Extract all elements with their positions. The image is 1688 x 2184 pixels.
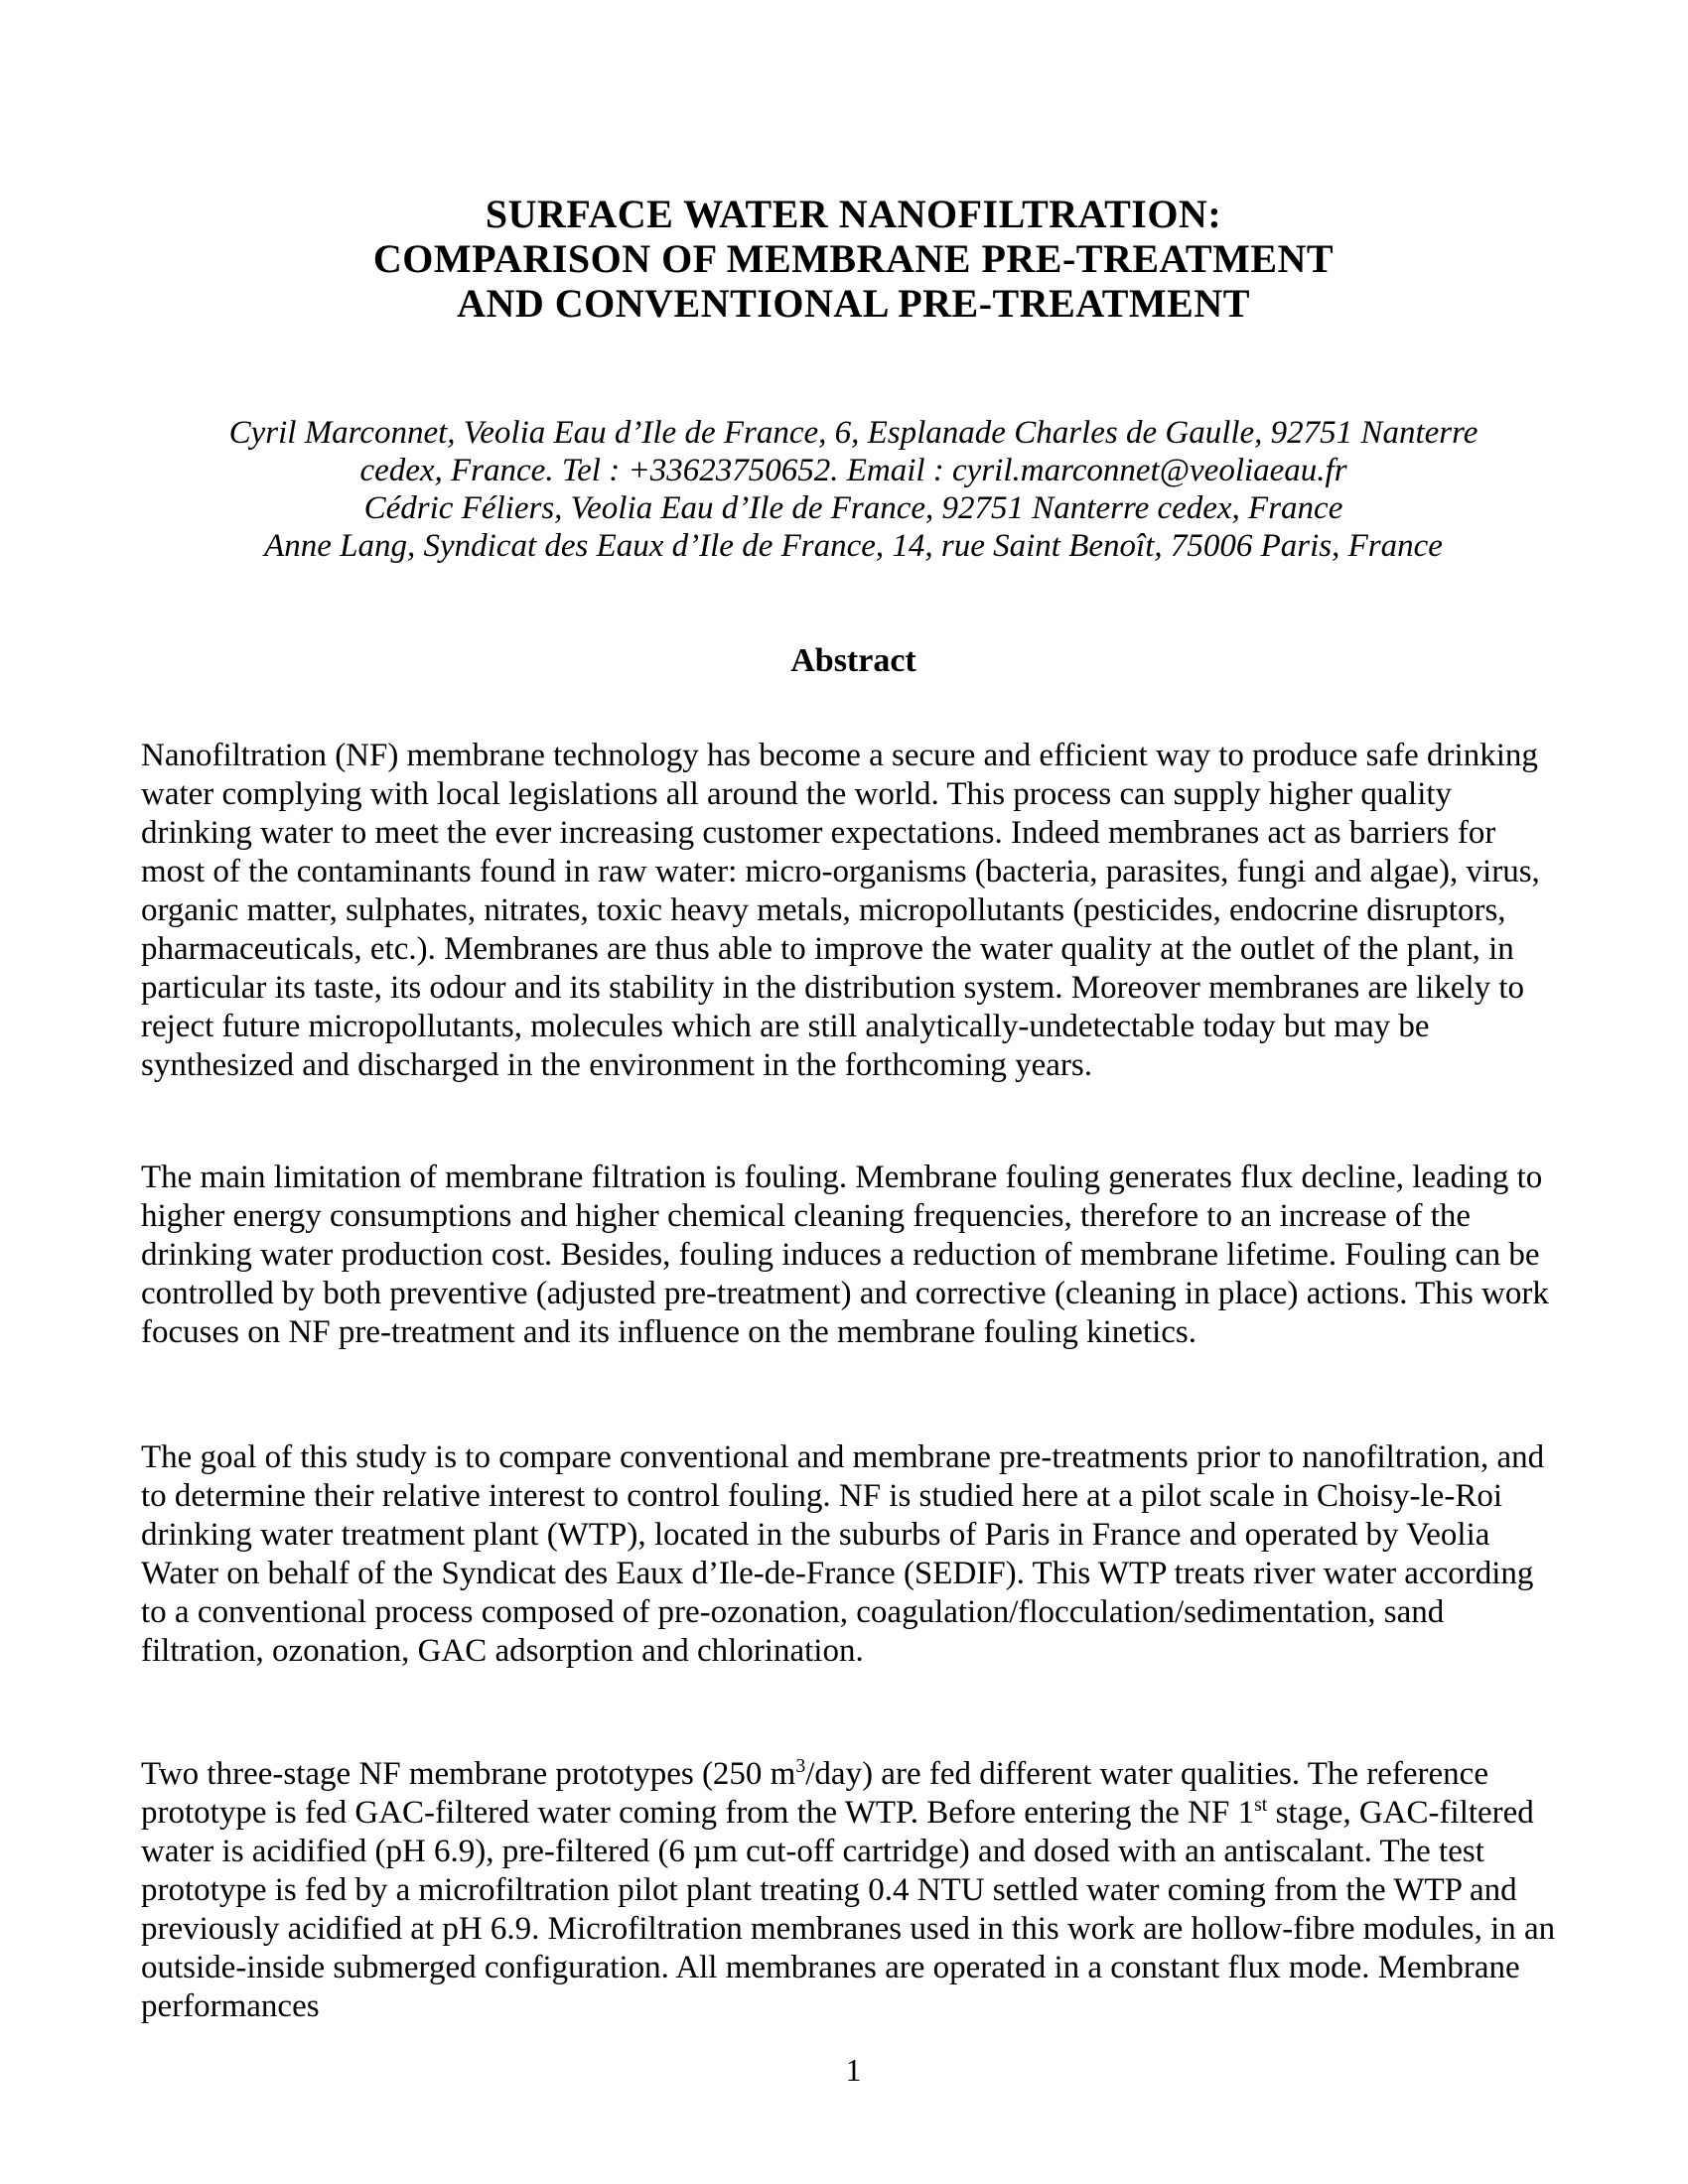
page-number: 1 [845,2052,862,2088]
title-line-3: AND CONVENTIONAL PRE-TREATMENT [457,281,1250,326]
abstract-heading: Abstract [790,642,916,679]
author-line-2: cedex, France. Tel : +33623750652. Email : cyril.marconnet@veoliaeau.fr [359,453,1347,488]
author-line-3: Cédric Féliers, Veolia Eau d’Ile de France, 92751 Nanterre cedex, France [363,490,1343,526]
title-line-2: COMPARISON OF MEMBRANE PRE-TREATMENT [372,236,1335,281]
abstract-paragraph-1: Nanofiltration (NF) membrane technology has become a secure and efficient way to produce safe drinking water complying with local legislations all around the world. This process can supply higher quality drinking water to meet the ever increasing customer expectations. Indeed membranes act as barriers for most of the contaminants found in raw water: micro-organisms (bacteria, parasites, fungi and algae), virus, organic matter, sulphates, nitrates, toxic heavy metals, micropollutants (pesticides, endocrine disruptors, pharmaceuticals, etc.). Membranes are thus able to improve the water quality at the outlet of the plant, in particular its taste, its odour and its stability in the distribution system. Moreover membranes are likely to reject future micropollutants, molecules which are still analytically-undetectable today but may be synthesized and discharged in the environment in the forthcoming years. [141,738,1540,1083]
author-line-4: Anne Lang, Syndicat des Eaux d’Ile de France, 14, rue Saint Benoît, 75006 Paris, France [264,528,1443,564]
authors-block [141,414,1566,565]
abstract-paragraph-3: The goal of this study is to compare conventional and membrane pre-treatments prior to nanofiltration, and to determine their relative interest to control fouling. NF is studied here at a pilot scale in Choisy-le-Roi drinking water treatment plant (WTP), located in the suburbs of Paris in France and operated by Veolia Water on behalf of the Syndicat des Eaux d’Ile-de-France (SEDIF). This WTP treats river water according to a conventional process composed of pre-ozonation, coagulation/flocculation/sedimentation, sand filtration, ozonation, GAC adsorption and chlorination. [141,1439,1545,1669]
abstract-paragraph-4: Two three-stage NF membrane prototypes (250 $m^3/day$) are fed different water qualities. The reference prototype is fed GAC-filtered water coming from the WTP. Before entering the NF 1st stage, GAC-filtered water is acidified (pH 6.9), pre-filtered (6 µm cut-off cartridge) and dosed with an antiscalant. The test prototype is fed by a microfiltration pilot plant treating 0.4 NTU settled water coming from the WTP and previously acidified at pH 6.9. Microfiltration membranes used in this work are hollow-fibre modules, in an outside-inside submerged configuration. All membranes are operated in a constant flux mode. Membrane performances [141,1755,1556,2024]
abstract-paragraph-2: The main limitation of membrane filtration is fouling. Membrane fouling generates flux decline, leading to higher energy consumptions and higher chemical cleaning frequencies, therefore to an increase of the drinking water production cost. Besides, fouling induces a reduction of membrane lifetime. Fouling can be controlled by both preventive (adjusted pre-treatment) and corrective (cleaning in place) actions. This work focuses on NF pre-treatment and its influence on the membrane fouling kinetics. [141,1160,1549,1350]
paper-title [141,192,1566,326]
author-line-1: Cyril Marconnet, Veolia Eau d’Ile de France, 6, Esplanade Charles de Gaulle, 92751 Nanterre [228,415,1478,451]
title-line-1: SURFACE WATER NANOFILTRATION: [485,192,1222,236]
